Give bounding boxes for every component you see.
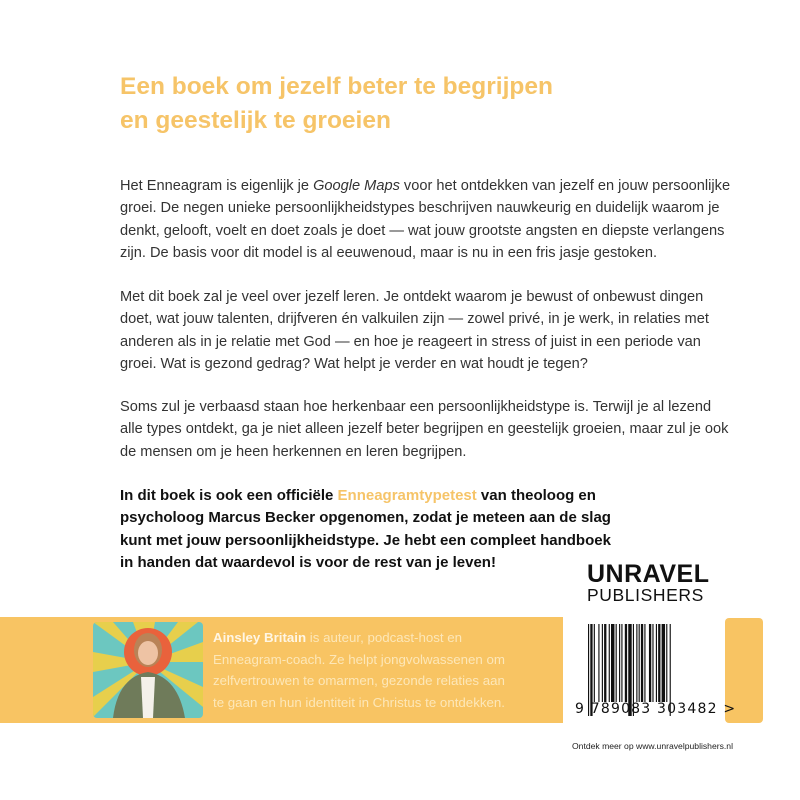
text-line: zelfvertrouwen te omarmen, gezonde relaties aan: [213, 673, 505, 688]
author-photo: [93, 622, 203, 718]
text-line: groei. De negen unieke persoonlijkheidstypes beschrijven nauwkeurig en duidelijk waarom je: [120, 200, 720, 217]
text-line: [213, 627, 505, 649]
title-line: Een boek om jezelf beter te begrijpen: [120, 73, 553, 100]
text-line: Enneagram-coach. Ze helpt jongvolwassenen om: [213, 651, 505, 667]
text-line: groei. Wat is gezond gedrag? Wat helpt je verder en wat houdt je tegen?: [120, 355, 588, 372]
barcode-bar: [636, 624, 637, 702]
barcode-bar: [649, 624, 651, 702]
barcode-bar: [611, 624, 614, 702]
book-title: [120, 70, 553, 138]
author-name: Ainsley Britain: [213, 630, 307, 645]
barcode-bar: [604, 624, 606, 702]
text: voor het ontdekken van jezelf en jouw persoonlijke: [399, 178, 731, 194]
third-paragraph: [120, 396, 728, 463]
barcode-bar: [598, 624, 599, 702]
text-line: psycholoog Marcus Becker opgenomen, zodat je meteen aan de slag: [120, 509, 611, 527]
barcode-bar: [619, 624, 620, 702]
text-line: anderen als in je relatie met God — en hoe je reageert in stress of juist in een periode van: [120, 333, 701, 350]
isbn-number: 9 789083 303482 >: [575, 701, 737, 717]
second-paragraph: [120, 286, 709, 375]
barcode-bar: [616, 624, 617, 702]
highlight: Enneagramtypetest: [337, 487, 477, 504]
text: In dit boek is ook een officiële: [120, 487, 338, 504]
barcode-bar: [641, 624, 643, 702]
title-line: en geestelijk te groeien: [120, 107, 391, 134]
text-line: [120, 175, 730, 197]
bold-paragraph: [120, 485, 611, 574]
barcode-bar: [621, 624, 622, 702]
barcode-bar: [639, 624, 640, 702]
logo-line: PUBLISHERS: [587, 585, 704, 605]
text: is auteur, podcast-host en: [306, 630, 463, 645]
text: Het Enneagram is eigenlijk je: [120, 178, 314, 194]
website-link: Ontdek meer op www.unravelpublishers.nl: [572, 741, 733, 751]
barcode-bar: [594, 624, 595, 702]
text-line: doet, wat jouw talenten, drijfveren én valkuilen zijn — zowel privé, in je werk, in relaties met: [120, 311, 709, 328]
barcode-bar: [602, 624, 603, 702]
text-line: denkt, gelooft, voelt en doet zoals je doet — wat jouw grootste angsten en diepste verlangens: [120, 222, 725, 239]
text: van theoloog en: [476, 487, 596, 504]
logo-line: UNRAVEL: [587, 560, 710, 588]
barcode-bar: [609, 624, 610, 702]
text-line: alle types ontdekt, ga je niet alleen jezelf beter begrijpen en geestelijk groeien, maar zul je ook: [120, 421, 729, 438]
emphasis: Google Maps: [313, 178, 400, 194]
barcode-bar: [658, 624, 660, 702]
barcode-bar: [662, 624, 665, 702]
text-line: te gaan en hun identiteit in Christus te ontdekken.: [213, 694, 505, 710]
barcode-bar: [644, 624, 645, 702]
publisher-logo: [587, 562, 709, 604]
text-line: Soms zul je verbaasd staan hoe herkenbaar een persoonlijkheidstype is. Terwijl je al lezend: [120, 399, 712, 415]
barcode-bar: [625, 624, 627, 702]
barcode-bar: [666, 624, 667, 702]
barcode-bar: [656, 624, 657, 702]
text-line: in handen dat waardevol is voor de rest van je leven!: [120, 553, 496, 571]
author-bio: [213, 627, 505, 713]
intro-paragraph: [120, 175, 730, 264]
barcode-bar: [652, 624, 653, 702]
text-line: [120, 485, 611, 507]
text-line: de mensen om je heen herkennen en leren begrijpen.: [120, 443, 467, 460]
text-line: zijn. De basis voor dit model is al eeuwenoud, maar is nu in een fris jasje gestoken.: [120, 244, 658, 261]
text-line: Met dit boek zal je veel over jezelf leren. Je ontdekt waarom je bewust of onbewust dingen: [120, 289, 704, 305]
text-line: kunt met jouw persoonlijkheidstype. Je hebt een compleet handboek: [120, 531, 611, 549]
